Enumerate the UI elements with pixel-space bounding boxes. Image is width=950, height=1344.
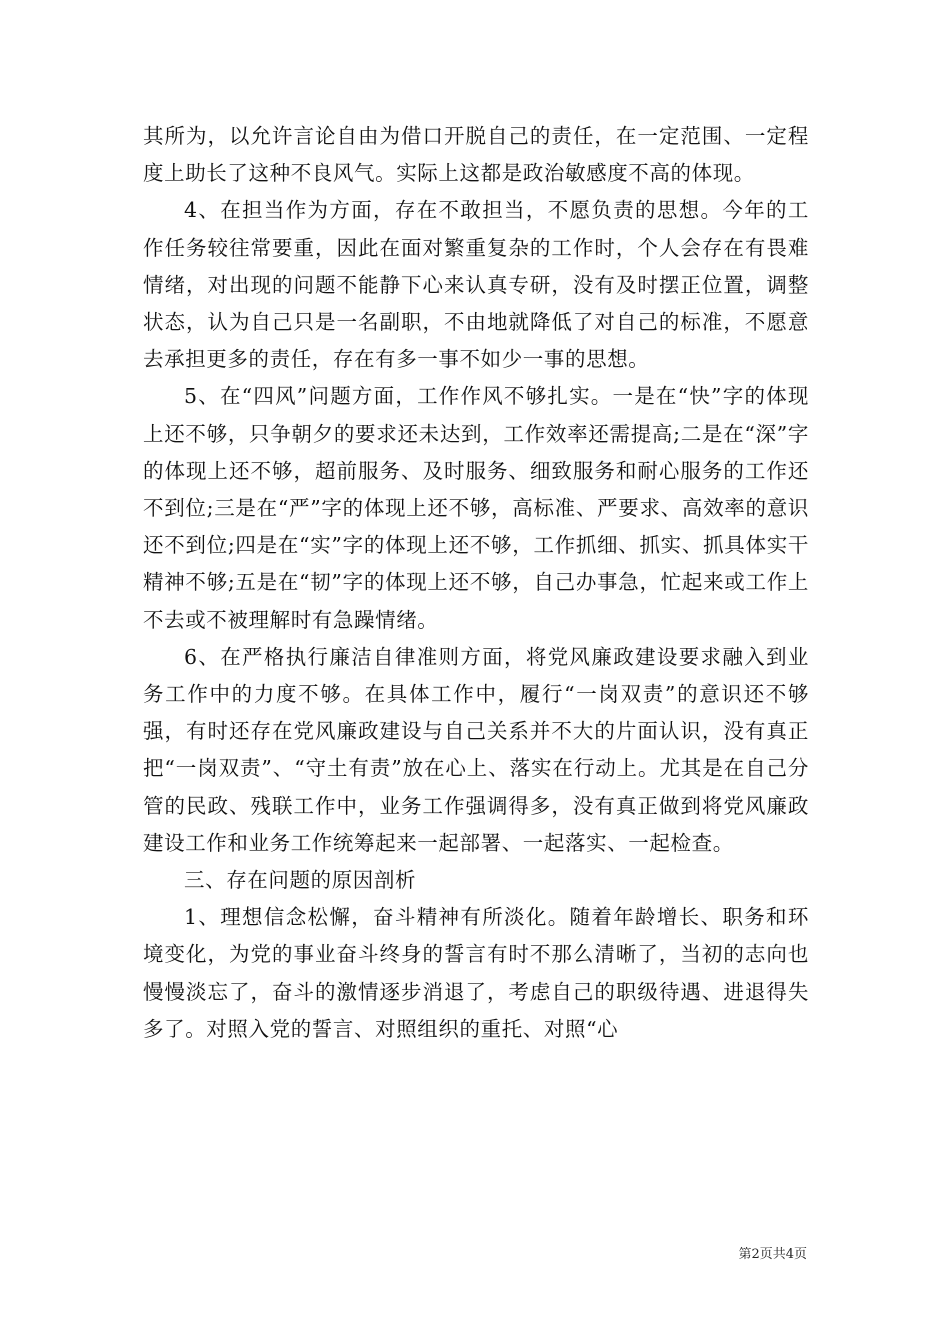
paragraph-cause-1: 1、理想信念松懈，奋斗精神有所淡化。随着年龄增长、职务和环境变化，为党的事业奋斗终身的誓言有时不那么清晰了，当初的志向也慢慢淡忘了，奋斗的激情逐步消退了，考虑自己的职级待遇、进退得失多了。对照入党的誓言、对照组织的重托、对照“心: [143, 905, 809, 1041]
page-number-footer: 第2页共4页: [738, 1247, 807, 1262]
paragraph-item-5: 5、在“四风”问题方面，工作作风不够扎实。一是在“快”字的体现上还不够，只争朝夕的要求还未达到，工作效率还需提高;二是在“深”字的体现上还不够，超前服务、及时服务、细致服务和耐心服务的工作还不到位;三是在“严”字的体现上还不够，高标准、严要求、高效率的意识还不到位;四是在“实”字的体现上还不够，工作抓细、抓实、抓具体实干精神不够;五是在“韧”字的体现上还不够，自己办事急，忙起来或工作上不去或不被理解时有急躁情绪。: [143, 384, 809, 632]
section-heading-3: 三、存在问题的原因剖析: [184, 868, 417, 893]
paragraph-item-4: 4、在担当作为方面，存在不敢担当，不愿负责的思想。今年的工作任务较往常要重，因此在面对繁重复杂的工作时，个人会存在有畏难情绪，对出现的问题不能静下心来认真专研，没有及时摆正位置，调整状态，认为自己只是一名副职，不由地就降低了对自己的标准，不愿意去承担更多的责任，存在有多一事不如少一事的思想。: [143, 198, 809, 372]
paragraph-continuation: 其所为，以允许言论自由为借口开脱自己的责任，在一定范围、一定程度上助长了这种不良风气。实际上这都是政治敏感度不高的体现。: [143, 124, 809, 186]
document-body: [143, 118, 809, 1048]
paragraph-item-6: 6、在严格执行廉洁自律准则方面，将党风廉政建设要求融入到业务工作中的力度不够。在具体工作中，履行“一岗双责”的意识还不够强，有时还存在党风廉政建设与自己关系并不大的片面认识，没有真正把“一岗双责”、“守土有责”放在心上、落实在行动上。尤其是在自己分管的民政、残联工作中，业务工作强调得多，没有真正做到将党风廉政建设工作和业务工作统筹起来一起部署、一起落实、一起检查。: [143, 644, 809, 855]
